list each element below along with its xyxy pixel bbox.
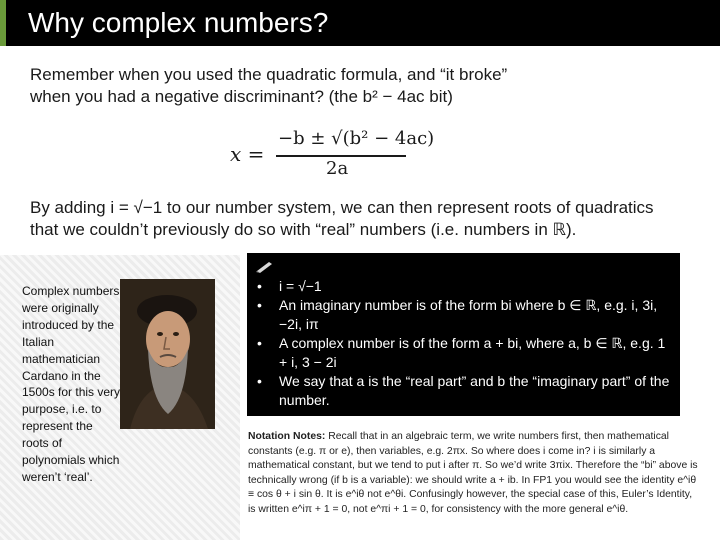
definition-item-4: • We say that a is the “real part” and b the “imaginary part” of the number. xyxy=(257,373,670,408)
history-text: Complex numbers were originally introduced by the Italian mathematician Cardano in the 1500s for this very purpose, i.e. to represent the roots of polynomials which weren’t ‘real’. xyxy=(22,284,121,484)
definitions-list xyxy=(257,277,672,410)
para2-line-2: that we couldn’t previously do so with “real” numbers (i.e. numbers in ℝ). xyxy=(30,220,577,239)
title-accent xyxy=(0,0,6,46)
page-title: Why complex numbers? xyxy=(28,7,329,38)
pencil-icon xyxy=(255,259,275,273)
definitions-box xyxy=(247,253,680,416)
portrait-image xyxy=(120,279,215,429)
title-bar xyxy=(0,0,720,46)
definition-item-1: • i = √−1 xyxy=(257,278,322,294)
notation-notes-label: Notation Notes: xyxy=(248,431,326,442)
formula-denominator: 2a xyxy=(326,158,349,179)
formula-lhs: x = xyxy=(230,142,265,166)
definition-item-3: • A complex number is of the form a + bi, where a, b ∈ ℝ, e.g. 1 + i, 3 − 2i xyxy=(257,335,666,370)
adding-i-paragraph xyxy=(30,197,690,241)
notation-notes-text: Recall that in an algebraic term, we write numbers first, then mathematical constants (e.g. π or e), then variables, e.g. 2πx. So where does i come in? i is similarly a mathematical constant, but we tend to put i after π. So we’d write 3πix. Therefore the “bi” above is technically wrong (if b is a variable): we should write a + ib. In FP1 you would see the identity e^iθ ≡ cos θ + i sin θ. It is e^iθ not e^θi. Confusingly however, the special case of this, Euler’s Identity, is written e^iπ + 1 = 0, not e^πi + 1 = 0, for consistency with the more general e^iθ. xyxy=(248,431,698,515)
intro-paragraph xyxy=(30,64,690,108)
quadratic-formula xyxy=(230,128,435,182)
history-panel xyxy=(0,255,240,540)
para2-line-1: By adding i = √−1 to our number system, we can then represent roots of quadratics xyxy=(30,198,654,217)
portrait-drawing xyxy=(120,279,215,429)
fraction-bar xyxy=(276,155,406,157)
notation-notes xyxy=(248,430,698,518)
definition-item-2: • An imaginary number is of the form bi where b ∈ ℝ, e.g. i, 3i, −2i, iπ xyxy=(257,297,658,332)
intro-line-2: when you had a negative discriminant? (the b² − 4ac bit) xyxy=(30,87,453,106)
intro-line-1: Remember when you used the quadratic formula, and “it broke” xyxy=(30,65,508,84)
formula-numerator: −b ± √(b² − 4ac) xyxy=(278,128,435,149)
